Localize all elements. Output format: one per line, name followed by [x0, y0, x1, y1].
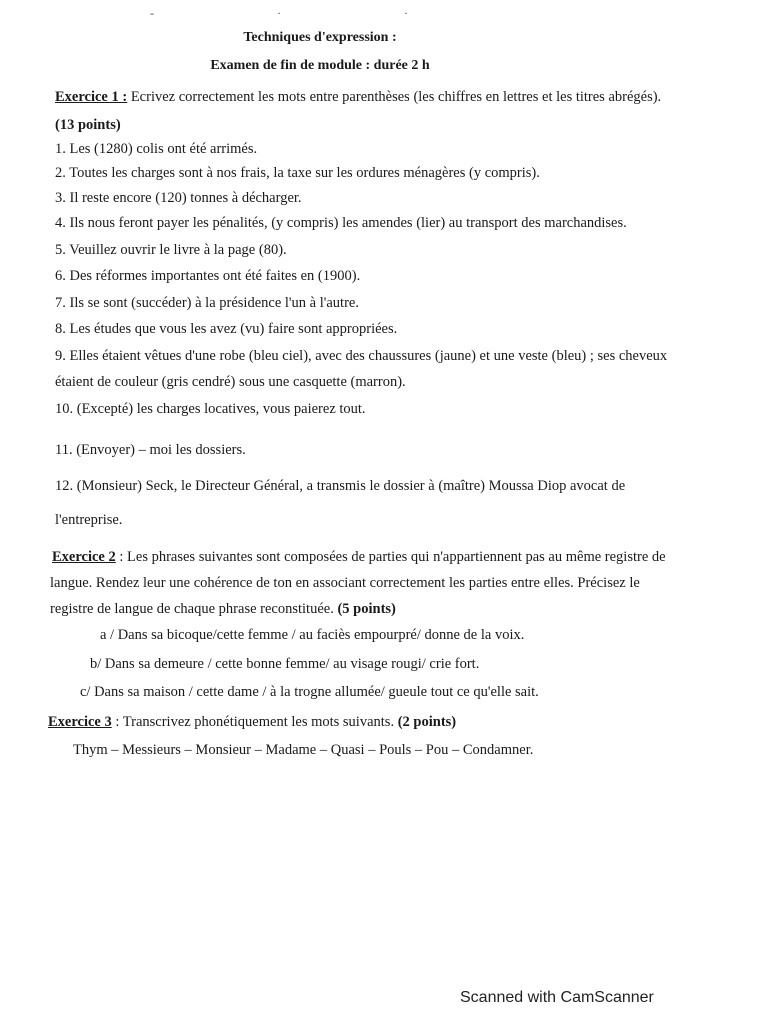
exercise1-item-3: 3. Il reste encore (120) tonnes à décharger. [55, 190, 302, 206]
exercise1-item-8: 8. Les études que vous les avez (vu) faire sont appropriées. [55, 321, 398, 337]
exercise1-item-4: 4. Ils nous feront payer les pénalités, (y compris) les amendes (lier) au transport des marchandises. [55, 215, 627, 231]
exercise3-points: (2 points) [397, 714, 457, 730]
exercise3-words: Thym – Messieurs – Monsieur – Madame – Quasi – Pouls – Pou – Condamner. [73, 742, 534, 758]
exercise1-item-6: 6. Des réformes importantes ont été faites en (1900). [55, 268, 361, 284]
exercise1-item-7: 7. Ils se sont (succéder) à la présidence l'un à l'autre. [55, 295, 359, 311]
exercise2-item-b: b/ Dans sa demeure / cette bonne femme/ au visage rougi/ crie fort. [90, 656, 480, 672]
exercise1-item-12: 12. (Monsieur) Seck, le Directeur Général, a transmis le dossier à (maître) Moussa Diop avocat de [55, 478, 626, 494]
stray-marks: - · · [150, 6, 468, 20]
exercise1-item-9-continued: étaient de couleur (gris cendré) sous une casquette (marron). [55, 374, 406, 390]
exercise3-heading: Exercice 3 [48, 714, 112, 730]
camscanner-watermark: Scanned with CamScanner [460, 989, 654, 1006]
exercise2-heading: Exercice 2 [52, 549, 116, 565]
exercise3-instruction: : Transcrivez phonétiquement les mots suivants. [111, 714, 398, 730]
exercise2-line-2: langue. Rendez leur une cohérence de ton en associant correctement les parties entre elles. Précisez le [50, 575, 640, 591]
exercise2-item-a: a / Dans sa bicoque/cette femme / au faciès empourpré/ donne de la voix. [100, 627, 525, 643]
exercise2-item-c: c/ Dans sa maison / cette dame / à la trogne allumée/ gueule tout ce qu'elle sait. [80, 684, 539, 700]
exercise1-points: (13 points) [55, 117, 121, 133]
exercise1-item-1: 1. Les (1280) colis ont été arrimés. [55, 141, 258, 157]
exercise1-item-5: 5. Veuillez ouvrir le livre à la page (80). [55, 242, 287, 258]
exercise2-text-1: : Les phrases suivantes sont composées de parties qui n'appartiennent pas au même registre de [115, 549, 666, 565]
exercise1-item-11: 11. (Envoyer) – moi les dossiers. [55, 442, 246, 458]
exercise2-line-1 [52, 548, 666, 566]
exercise2-points: (5 points) [337, 601, 396, 617]
exercise1-item-12-continued: l'entreprise. [55, 512, 123, 528]
exercise1-heading: Exercice 1 : [55, 89, 128, 105]
exercise1-item-9: 9. Elles étaient vêtues d'une robe (bleu ciel), avec des chaussures (jaune) et une veste (bleu) ; ses cheveux [55, 348, 668, 364]
document-title: Techniques d'expression : [243, 30, 397, 45]
exercise2-text-3: registre de langue de chaque phrase reconstituée. [50, 601, 338, 617]
document-subtitle: Examen de fin de module : durée 2 h [210, 58, 430, 73]
exercise1-instruction: Ecrivez correctement les mots entre parenthèses (les chiffres en lettres et les titres abrégés). [127, 89, 662, 105]
exercise2-line-3 [50, 600, 396, 618]
exercise1-header [55, 88, 661, 106]
exercise1-item-2: 2. Toutes les charges sont à nos frais, la taxe sur les ordures ménagères (y compris). [55, 165, 540, 181]
exercise3-line [48, 713, 456, 731]
exercise1-item-10: 10. (Excepté) les charges locatives, vous paierez tout. [55, 401, 366, 417]
